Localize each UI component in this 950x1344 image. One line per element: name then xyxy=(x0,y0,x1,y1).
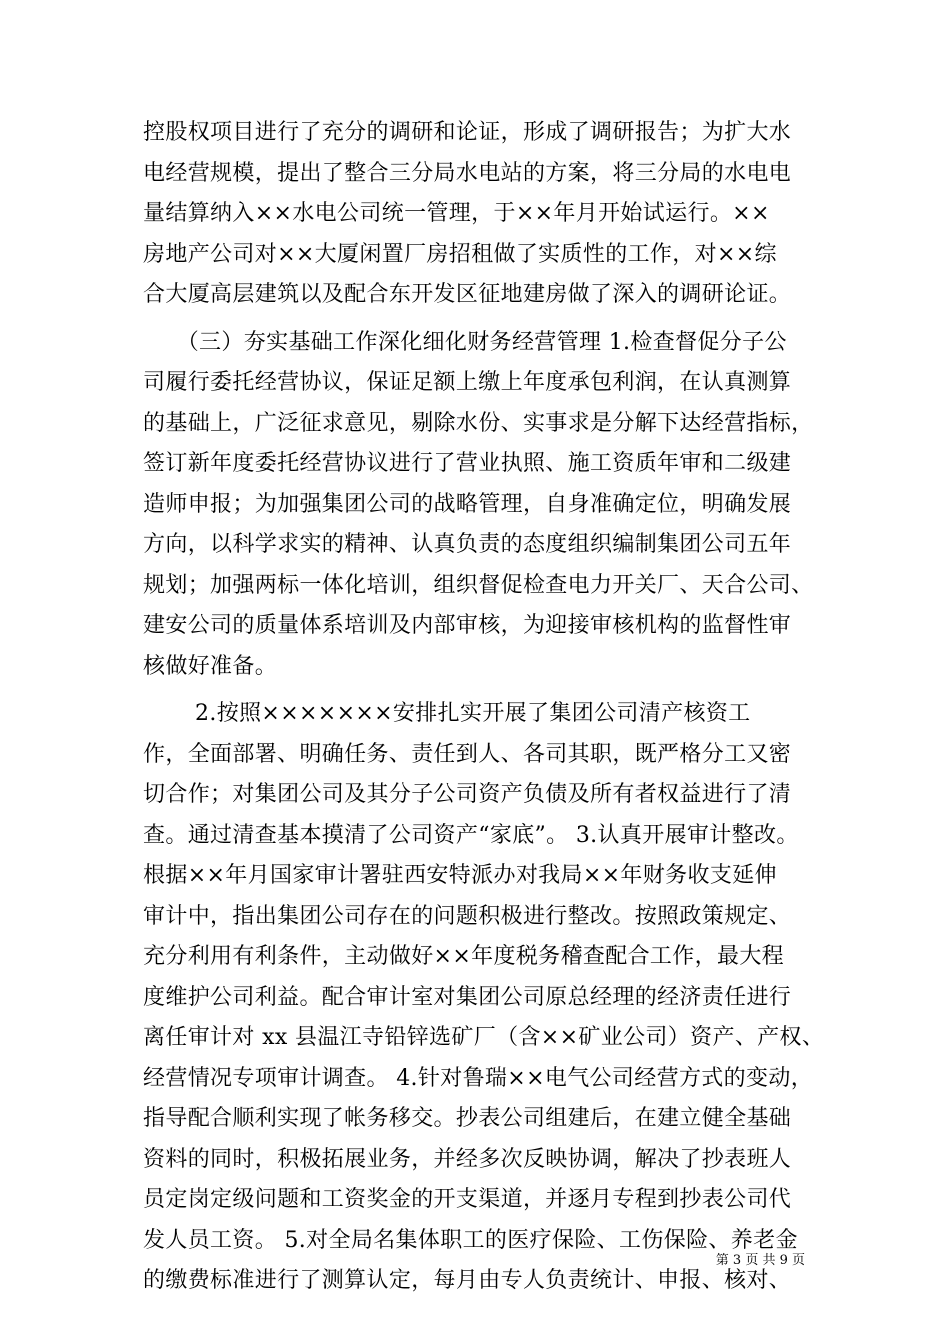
text-line: 2.按照×××××××安排扎实开展了集团公司清产核资工 xyxy=(143,701,751,726)
text-line: 离任审计对 xx 县温江寺铅锌选矿厂（含××矿业公司）资产、产权、 xyxy=(143,1025,825,1050)
text-line: 控股权项目进行了充分的调研和论证，形成了调研报告；为扩大水 xyxy=(143,120,792,145)
text-line: （三）夯实基础工作深化细化财务经营管理 1.检查督促分子公 xyxy=(143,329,787,355)
text-line: 切合作；对集团公司及其分子公司资产负债及所有者权益进行了清 xyxy=(143,782,792,807)
text-line: 签订新年度委托经营协议进行了营业执照、施工资质年审和二级建 xyxy=(143,451,792,476)
text-line: 量结算纳入××水电公司统一管理，于××年月开始试运行。×× xyxy=(143,201,770,226)
text-line: 规划；加强两标一体化培训，组织督促检查电力开关厂、天合公司、 xyxy=(143,572,814,598)
text-line: 建安公司的质量体系培训及内部审核，为迎接审核机构的监督性审 xyxy=(143,613,792,638)
text-line: 合大厦高层建筑以及配合东开发区征地建房做了深入的调研论证。 xyxy=(143,282,792,307)
text-line: 房地产公司对××大厦闲置厂房招租做了实质性的工作，对××综 xyxy=(143,241,777,267)
text-line: 造师申报；为加强集团公司的战略管理，自身准确定位，明确发展 xyxy=(143,491,792,517)
text-line: 作，全面部署、明确任务、责任到人、各司其职，既严格分工又密 xyxy=(143,741,792,767)
text-line: 核做好准备。 xyxy=(143,653,278,679)
text-line: 度维护公司利益。配合审计室对集团公司原总经理的经济责任进行 xyxy=(143,984,792,1010)
text-line: 指导配合顺利实现了帐务移交。抄表公司组建后，在建立健全基础 xyxy=(143,1106,792,1131)
text-line: 充分利用有利条件，主动做好××年度税务稽查配合工作，最大程 xyxy=(143,944,785,969)
text-line: 方向，以科学求实的精神、认真负责的态度组织编制集团公司五年 xyxy=(143,532,792,557)
paragraph-gap xyxy=(143,687,815,694)
text-line: 司履行委托经营协议，保证足额上缴上年度承包利润，在认真测算 xyxy=(143,370,792,395)
document-body xyxy=(143,113,825,1302)
text-line: 根据××年月国家审计署驻西安特派办对我局××年财务收支延伸 xyxy=(143,863,777,888)
text-line: 的缴费标准进行了测算认定，每月由专人负责统计、申报、核对、 xyxy=(143,1268,792,1293)
text-line: 审计中，指出集团公司存在的问题积极进行整改。按照政策规定、 xyxy=(143,903,792,929)
paragraph-gap xyxy=(143,316,815,323)
text-line: 电经营规模，提出了整合三分局水电站的方案，将三分局的水电电 xyxy=(143,160,792,186)
page-number: 第 3 页 共 9 页 xyxy=(715,1253,805,1268)
text-line: 经营情况专项审计调查。 4.针对鲁瑞××电气公司经营方式的变动， xyxy=(143,1065,814,1091)
text-line: 员定岗定级问题和工资奖金的开支渠道，并逐月专程到抄表公司代 xyxy=(143,1187,792,1212)
text-line: 发人员工资。 5.对全局名集体职工的医疗保险、工伤保险、养老金 xyxy=(143,1227,798,1253)
text-line: 查。通过清查基本摸清了公司资产“家底”。 3.认真开展审计整改。 xyxy=(143,822,799,848)
text-line: 资料的同时，积极拓展业务，并经多次反映协调，解决了抄表班人 xyxy=(143,1146,792,1172)
text-line: 的基础上，广泛征求意见，剔除水份、实事求是分解下达经营指标， xyxy=(143,410,814,436)
